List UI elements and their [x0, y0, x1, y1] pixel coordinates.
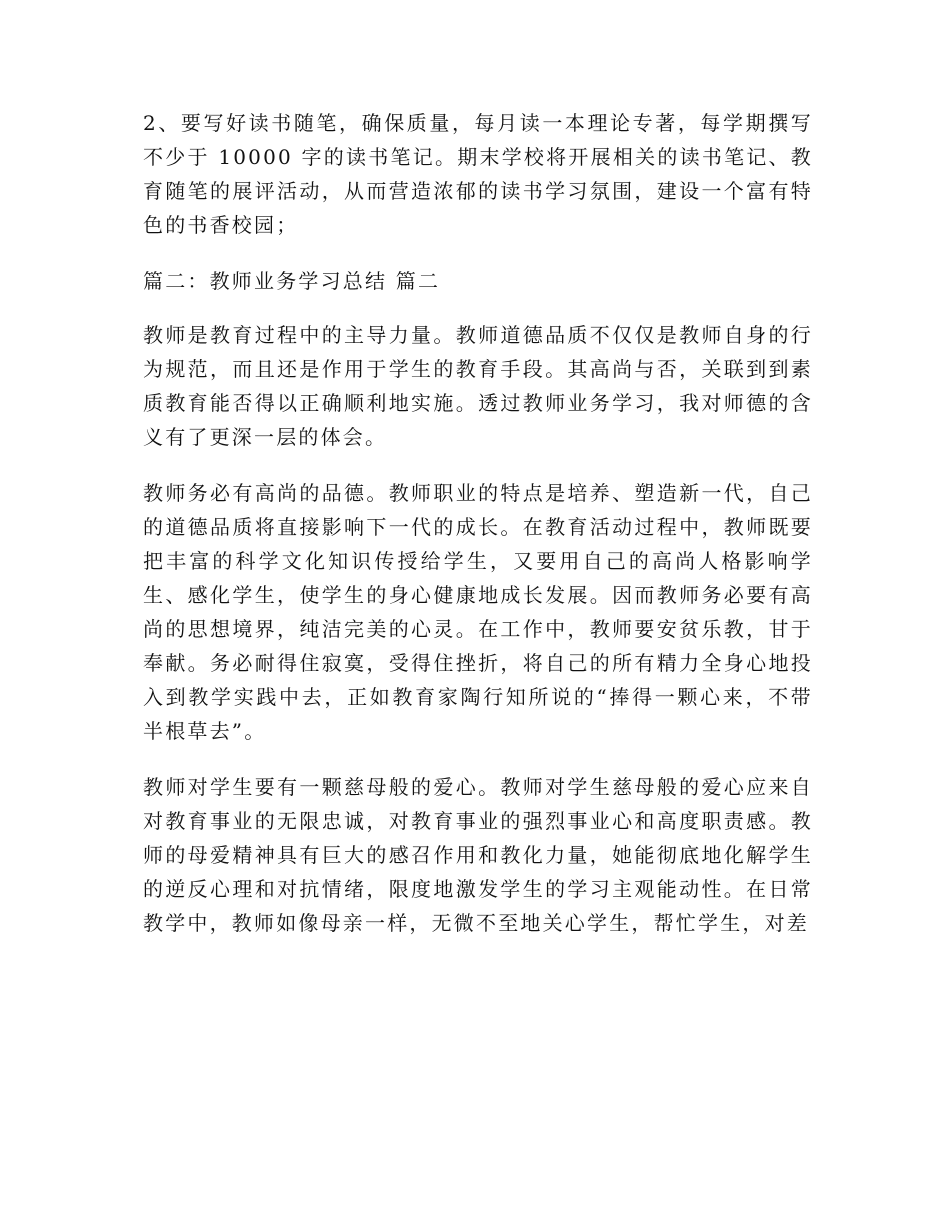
- paragraph-reading-notes: 2、要写好读书随笔，确保质量，每月读一本理论专著，每学期撰写不少于 10000 字的读书笔记。期末学校将开展相关的读书笔记、教育随笔的展评活动，从而营造浓郁的读书学习氛围，建设一个富有特色的书香校园；: [143, 111, 813, 237]
- paragraph-teacher-morality: 教师务必有高尚的品德。教师职业的特点是培养、塑造新一代，自己的道德品质将直接影响下一代的成长。在教育活动过程中，教师既要把丰富的科学文化知识传授给学生，又要用自己的高尚人格影响学生、感化学生，使学生的身心健康地成长发展。因而教师务必要有高尚的思想境界，纯洁完美的心灵。在工作中，教师要安贫乐教，甘于奉献。务必耐得住寂寞，受得住挫折，将自己的所有精力全身心地投入到教学实践中去，正如教育家陶行知所说的“捧得一颗心来，不带半根草去”。: [143, 481, 813, 743]
- document-body: [143, 106, 813, 962]
- section-heading: 篇二：教师业务学习总结 篇二: [143, 269, 441, 293]
- paragraph-teacher-role: 教师是教育过程中的主导力量。教师道德品质不仅仅是教师自身的行为规范，而且还是作用于学生的教育手段。其高尚与否，关联到到素质教育能否得以正确顺利地实施。透过教师业务学习，我对师德的含义有了更深一层的体会。: [143, 323, 813, 449]
- paragraph-teacher-love: 教师对学生要有一颗慈母般的爱心。教师对学生慈母般的爱心应来自对教育事业的无限忠诚，对教育事业的强烈事业心和高度职责感。教师的母爱精神具有巨大的感召作用和教化力量，她能彻底地化解学生的逆反心理和对抗情绪，限度地激发学生的学习主观能动性。在日常教学中，教师如像母亲一样，无微不至地关心学生，帮忙学生，对差: [143, 775, 813, 935]
